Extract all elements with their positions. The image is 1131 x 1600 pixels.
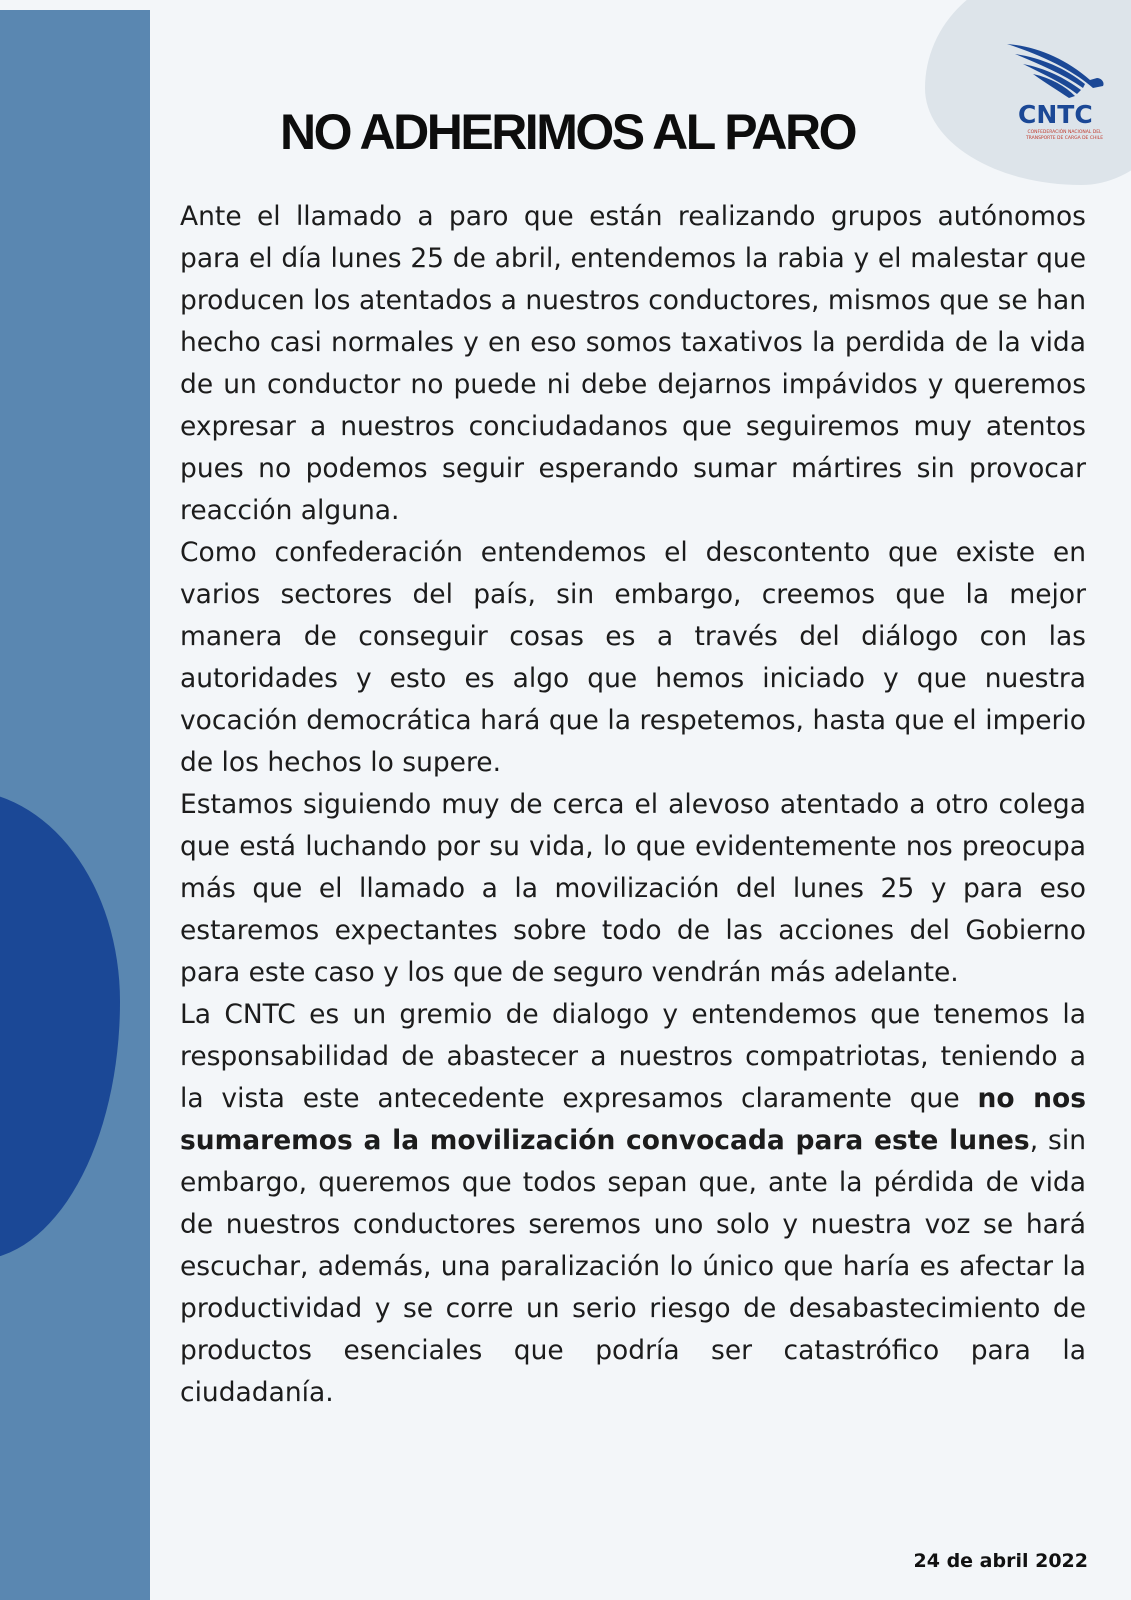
logo-tagline: CONFEDERACIÓN NACIONAL DEL TRANSPORTE DE CARGA DE CHILE: [1025, 130, 1104, 141]
paragraph-2: Como confederación entendemos el descontento que existe en varios sectores del país, sin embargo, creemos que la mejor manera de conseguir cosas es a través del diálogo con las autoridades y esto es algo que hemos iniciado y que nuestra vocación democrática hará que la respetemos, hasta que el imperio de los hechos lo supere.: [180, 537, 1086, 778]
paragraph-1: Ante el llamado a paro que están realizando grupos autónomos para el día lunes 25 de abril, entendemos la rabia y el malestar que producen los atentados a nuestros conductores, mismos que se han hecho casi normales y en eso somos taxativos la perdida de la vida de un conductor no puede ni debe dejarnos impávidos y queremos expresar a nuestros conciudadanos que seguiremos muy atentos pues no podemos seguir esperando sumar mártires sin provocar reacción alguna.: [180, 201, 1086, 526]
paragraph-4: [180, 994, 1086, 1414]
document-date: 24 de abril 2022: [913, 1550, 1088, 1572]
paragraph-4-tail: , sin embargo, queremos que todos sepan que, ante la pérdida de vida de nuestros conductores seremos uno solo y nuestra voz se hará escuchar, además, una paralización lo único que haría es afectar la productividad y se corre un serio riesgo de desabastecimiento de productos esenciales que podría ser catastrófico para la ciudadanía.: [180, 1125, 1087, 1408]
paragraph-3: Estamos siguiendo muy de cerca el alevoso atentado a otro colega que está luchando por su vida, lo que evidentemente nos preocupa más que el llamado a la movilización del lunes 25 y para eso estaremos expectantes sobre todo de las acciones del Gobierno para este caso y los que de seguro vendrán más adelante.: [180, 789, 1086, 988]
logo-wordmark: CNTC: [1018, 100, 1093, 129]
side-decoration-band: [0, 10, 150, 1600]
page-title: NO ADHERIMOS AL PARO: [279, 104, 856, 160]
statement-body: [180, 196, 1086, 1414]
paragraph-4-lead: La CNTC es un gremio de dialogo y entendemos que tenemos la responsabilidad de abastecer a nuestros compatriotas, teniendo a la vista este antecedente expresamos claramente que: [180, 999, 1086, 1114]
paragraph-4-emphasis: no nos sumaremos a la movilización convocada para este lunes: [180, 1083, 1086, 1156]
